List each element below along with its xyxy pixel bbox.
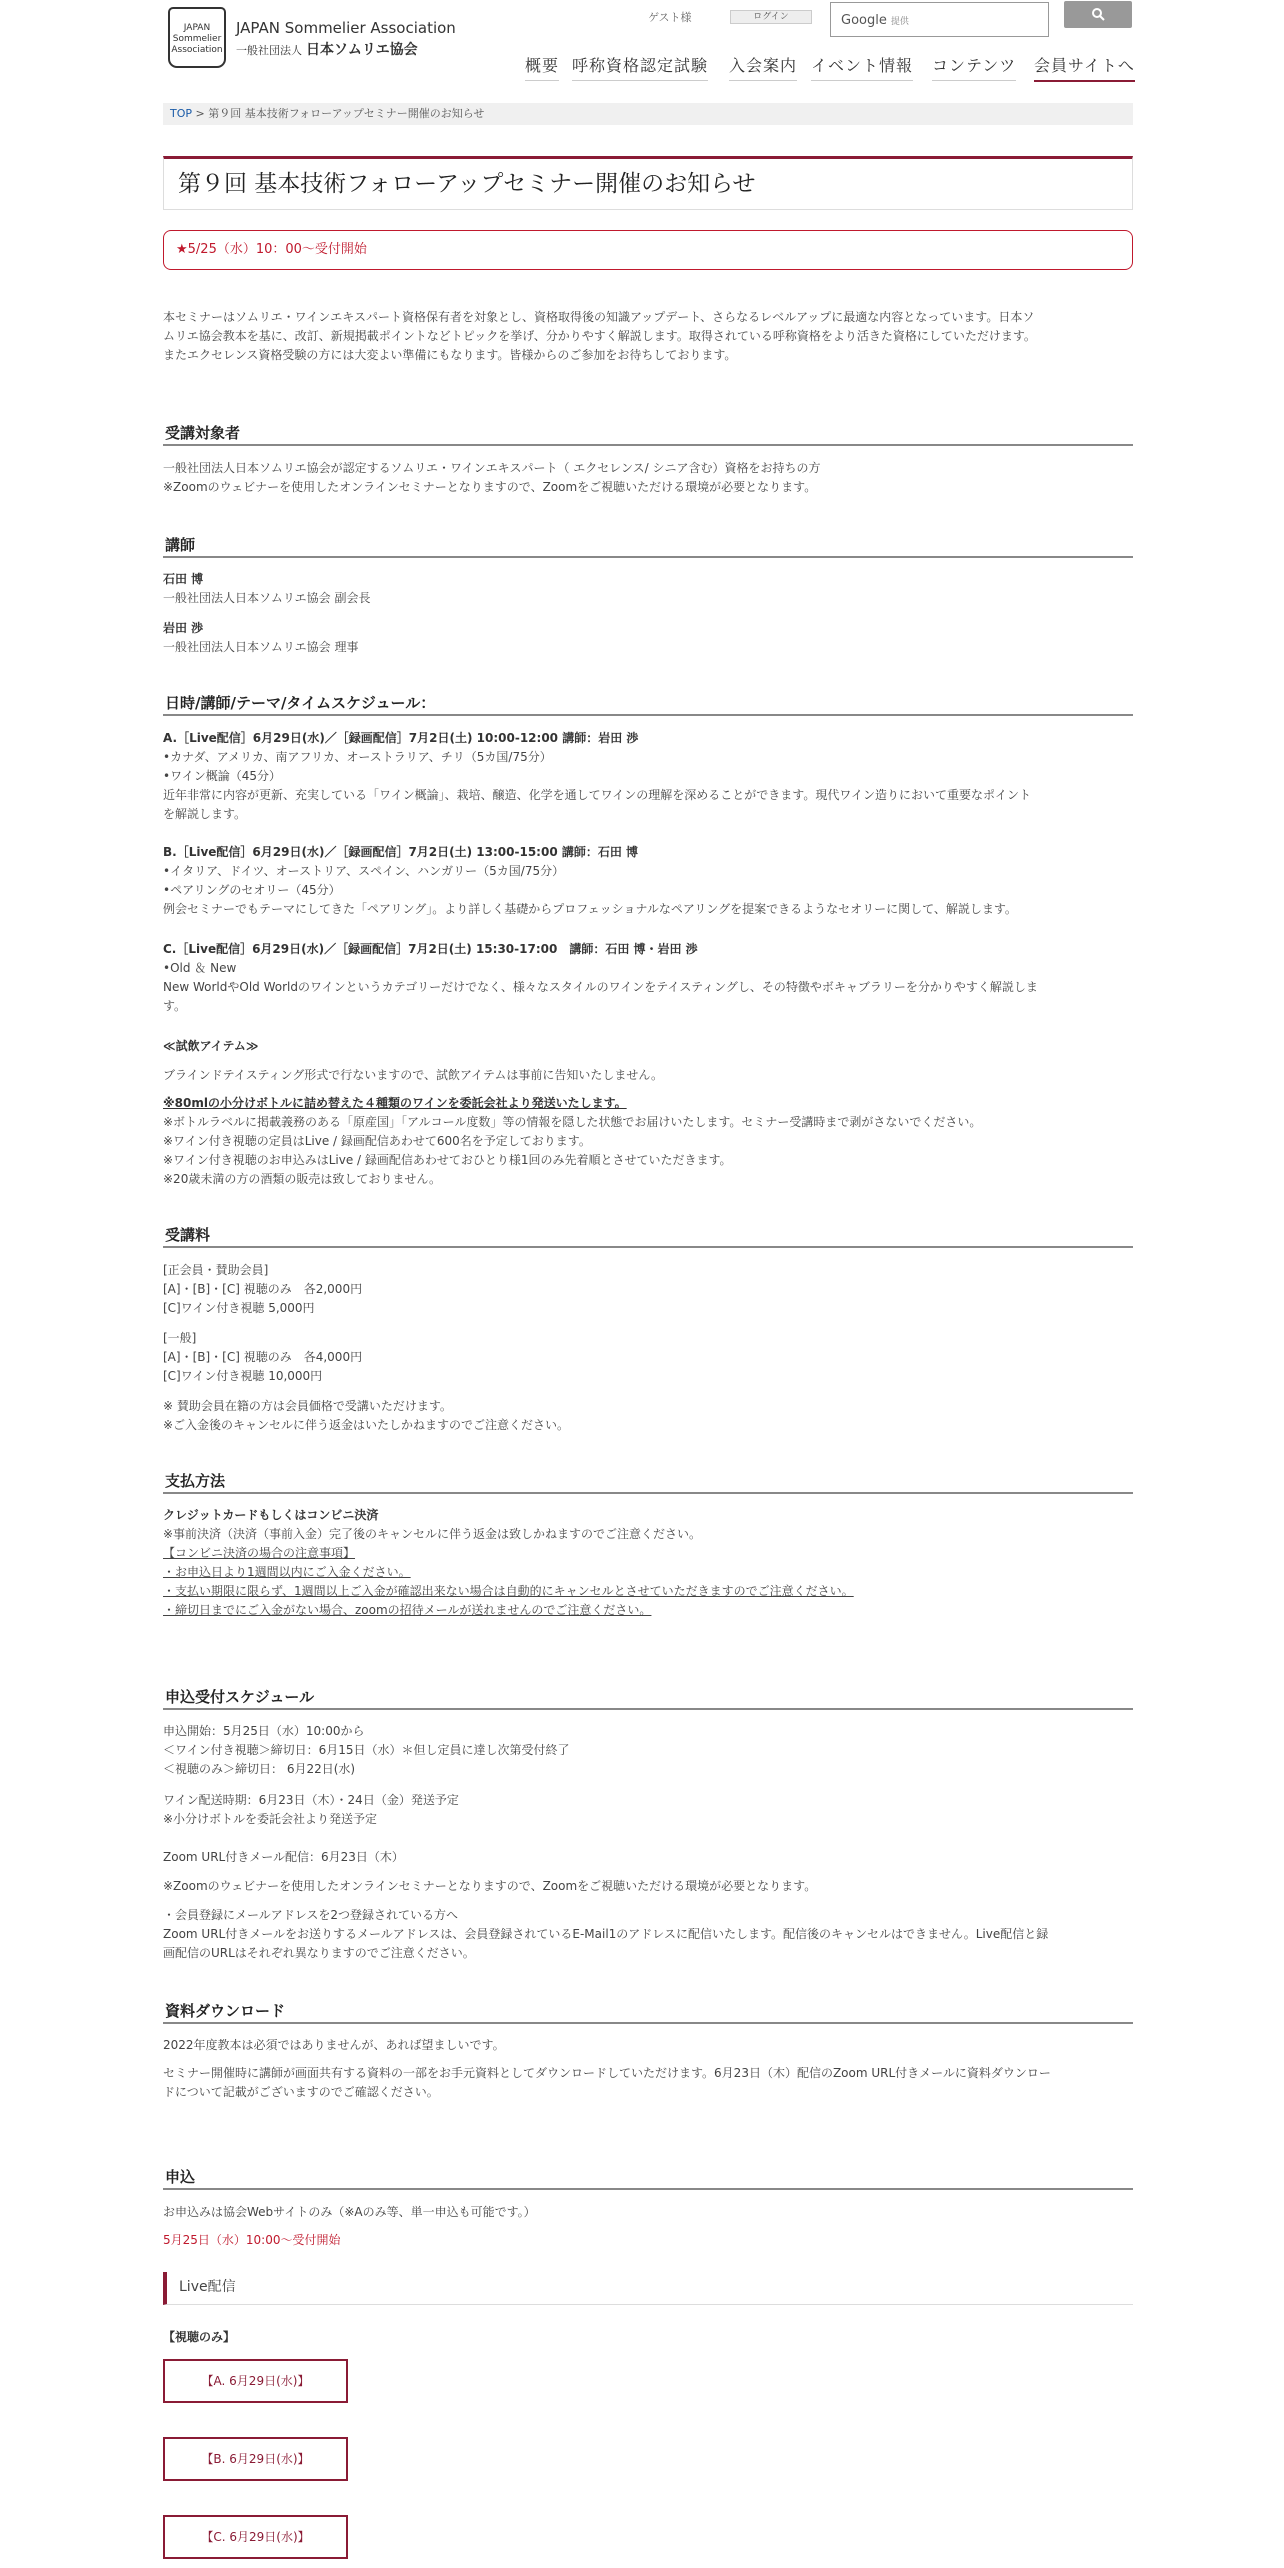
payment-heading: 支払方法 [163,1470,1133,1494]
apply-start: 5月25日（水）10:00～受付開始 [163,2233,341,2247]
tasting-line: ※ワイン付き視聴のお申込みはLive / 録画配信あわせておひとり様1回のみ先着順とさせていただきます。 [163,1153,732,1167]
seal-line: Association [171,45,223,55]
tasting-line: ※ワイン付き視聴の定員はLive / 録画配信あわせて600名を予定しております。 [163,1134,591,1148]
tasting-line: ※ボトルラベルに掲載義務のある「原産国」「アルコール度数」等の情報を隠した状態でお届けいたします。セミナー受講時まで剥がさないでください。 [163,1115,982,1129]
nav-exam[interactable]: 呼称資格認定試験 [572,53,708,81]
delivery-line: ※小分けボトルを委託会社より発送予定 [163,1812,378,1826]
search-input[interactable] [830,2,1049,37]
session-title: C.［Live配信］6月29日(水)／［録画配信］7月2日(土) 15:30-17:00 講師：石田 博・岩田 渉 [163,942,698,956]
fee-line: [正会員・賛助会員] [163,1263,269,1277]
apply-b-button[interactable]: 【B. 6月29日(水)】 [163,2437,348,2481]
breadcrumb-current: 第９回 基本技術フォローアップセミナー開催のお知らせ [208,107,485,120]
login-button[interactable]: ログイン [730,10,812,24]
schedule-line: ＜視聴のみ＞締切日： 6月22日(水) [163,1762,356,1776]
session-line: 近年非常に内容が更新、充実している「ワイン概論」、栽培、醸造、化学を通してワインの理解を深めることができます。現代ワイン造りにおいて重要なポイント [163,788,1031,802]
payment-method: クレジットカードもしくはコンビニ決済 [163,1508,379,1522]
seal-line: JAPAN [183,23,211,33]
session-b [163,843,1133,919]
logo-seal [168,7,226,68]
logo-prefix: 一般社団法人 [236,44,302,57]
breadcrumb-top-link[interactable]: TOP [170,107,193,120]
download-text-line: ドについて記載がございますのでご確認ください。 [163,2085,439,2099]
delivery-lines [163,1791,1133,1829]
seal-line: Sommelier [172,34,222,44]
nav-about[interactable]: 概要 [525,53,559,81]
viewing-only-label: 【視聴のみ】 [163,2330,236,2344]
tasting-heading: ≪試飲アイテム≫ [163,1039,259,1053]
breadcrumb [163,103,1133,125]
payment-body [163,1506,1133,1620]
lecturer-name: 岩田 渉 [163,621,204,635]
fee-note: ※ご入金後のキャンセルに伴う返金はいたしかねますのでご注意ください。 [163,1418,570,1432]
session-line: New WorldやOld Worldのワインというカテゴリーだけでなく、様々なスタイルのワインをテイスティングし、その特徴やボキャブラリーを分かりやすく解説しま [163,980,1038,994]
logo-english: JAPAN Sommelier Association [236,19,456,37]
apply-note: お申込みは協会Webサイトのみ（※Aのみ等、単一申込も可能です。） [163,2205,536,2219]
lecturer-1 [163,570,1133,608]
search-button[interactable] [1064,1,1132,28]
download-line: 2022年度教本は必須ではありませんが、あれば望ましいです。 [163,2038,505,2052]
fee-notes [163,1397,1133,1435]
fee-note: ※ 賛助会員在籍の方は会員価格で受講いただけます。 [163,1399,452,1413]
schedule-heading: 日時/講師/テーマ/タイムスケジュール： [163,692,1133,716]
zoom-note: ※Zoomのウェビナーを使用したオンラインセミナーとなりますので、Zoomをご視聴いただける環境が必要となります。 [163,1879,817,1893]
fee-line: [C]ワイン付き視聴 5,000円 [163,1301,315,1315]
download-heading: 資料ダウンロード [163,2000,1133,2024]
nav-contents[interactable]: コンテンツ [932,53,1016,81]
search-icon [1091,7,1105,21]
lecturer-name: 石田 博 [163,572,204,586]
lecturer-2 [163,619,1133,657]
tasting-intro: ブラインドテイスティング形式で行ないますので、試飲アイテムは事前に告知いたしません。 [163,1068,664,1082]
intro-line: またエクセレンス資格受験の方には大変よい準備にもなります。皆様からのご参加をお待ちしております。 [163,348,737,362]
download-text [163,2064,1133,2102]
delivery-line: ワイン配送時期：6月23日（木）・24日（金）発送予定 [163,1793,459,1807]
session-line: •Old ＆ New [163,961,237,975]
session-line: を解説します。 [163,807,247,821]
session-title: B.［Live配信］6月29日(水)／［録画配信］7月2日(土) 13:00-15:00 講師：石田 博 [163,845,639,859]
target-heading: 受講対象者 [163,422,1133,446]
email-line: ・会員登録にメールアドレスを2つ登録されている方へ [163,1908,459,1922]
nav-join[interactable]: 入会案内 [729,53,797,81]
live-section-label: Live配信 [163,2272,1133,2305]
tasting-note-emphasis: ※80mlの小分けボトルに詰め替えた４種類のワインを委託会社より発送いたします。 [163,1096,627,1110]
search-brand: Google [841,13,887,28]
notice-box: ★5/25（水）10：00～受付開始 [163,230,1133,270]
email-line: 画配信のURLはそれぞれ異なりますのでご注意ください。 [163,1946,475,1960]
payment-link[interactable]: 【コンビニ決済の場合の注意事項】 [163,1546,356,1560]
tasting-notes [163,1094,1133,1189]
fee-line: [一般] [163,1331,197,1345]
target-text [163,459,1133,497]
payment-note: ※事前決済（決済（事前入金）完了後のキャンセルに伴う返金は致しかねますのでご注意ください。 [163,1527,702,1541]
logo-japanese [236,39,418,61]
session-line: 例会セミナーでもテーマにしてきた「ペアリング」。より詳しく基礎からプロフェッショナルなペアリングを提案できるようなセオリーに関して、解説します。 [163,902,1017,916]
logo[interactable] [168,5,468,71]
fee-heading: 受講料 [163,1224,1133,1248]
guest-label: ゲスト様 [648,11,692,24]
session-a [163,729,1133,824]
session-line: •ペアリングのセオリー（45分） [163,883,341,897]
session-line: •カナダ、アメリカ、南アフリカ、オーストラリア、チリ（5カ国/75分） [163,750,552,764]
download-text-line: セミナー開催時に講師が画面共有する資料の一部をお手元資料としてダウンロードしていただけます。6月23日（木）配信のZoom URL付きメールに資料ダウンロー [163,2066,1051,2080]
nav-events[interactable]: イベント情報 [811,53,913,81]
fee-line: [A]・[B]・[C] 視聴のみ 各4,000円 [163,1350,363,1364]
email-line: Zoom URL付きメールをお送りするメールアドレスは、会員登録されているE-Mail1のアドレスに配信いたします。配信後のキャンセルはできません。Live配信と録 [163,1927,1049,1941]
tasting-line: ※20歳未満の方の酒類の販売は致しておりません。 [163,1172,442,1186]
fee-general [163,1329,1133,1386]
fee-line: [C]ワイン付き視聴 10,000円 [163,1369,323,1383]
intro [163,308,1133,365]
intro-line: 本セミナーはソムリエ・ワインエキスパート資格保有者を対象とし、資格取得後の知識アップデート、さらなるレベルアップに最適な内容となっています。日本ソ [163,310,1035,324]
schedule-line: ＜ワイン付き視聴＞締切日：6月15日（水）＊但し定員に達し次第受付終了 [163,1743,570,1757]
fee-line: [A]・[B]・[C] 視聴のみ 各2,000円 [163,1282,363,1296]
zoom-mail: Zoom URL付きメール配信：6月23日（木） [163,1850,404,1864]
target-line: ※Zoomのウェビナーを使用したオンラインセミナーとなりますので、Zoomをご視聴いただける環境が必要となります。 [163,480,817,494]
payment-link[interactable]: ・お申込日より1週間以内にご入金ください。 [163,1565,411,1579]
lecturer-role: 一般社団法人日本ソムリエ協会 理事 [163,640,359,654]
apply-a-button[interactable]: 【A. 6月29日(水)】 [163,2359,348,2403]
schedule-line: 申込開始：5月25日（水）10:00から [163,1724,365,1738]
lecturers-heading: 講師 [163,534,1133,558]
session-line: す。 [163,999,187,1013]
session-line: •イタリア、ドイツ、オーストリア、スペイン、ハンガリー（5カ国/75分） [163,864,565,878]
session-title: A.［Live配信］6月29日(水)／［録画配信］7月2日(土) 10:00-12:00 講師：岩田 渉 [163,731,639,745]
payment-link[interactable]: ・支払い期限に限らず、1週間以上ご入金が確認出来ない場合は自動的にキャンセルとさせていただきますのでご注意ください。 [163,1584,854,1598]
nav-member-site[interactable]: 会員サイトへ [1034,53,1135,82]
apply-heading: 申込 [163,2166,1133,2190]
breadcrumb-separator: > [192,107,209,120]
session-c [163,940,1133,1016]
global-nav [520,53,1135,77]
payment-link[interactable]: ・締切日までにご入金がない場合、zoomの招待メールが送れませんのでご注意ください。 [163,1603,652,1617]
intro-line: ムリエ協会教本を基に、改訂、新規掲載ポイントなどトピックを挙げ、分かりやすく解説します。取得されている呼称資格をより活きた資格にしていただけます。 [163,329,1036,343]
fee-member [163,1261,1133,1318]
lecturer-role: 一般社団法人日本ソムリエ協会 副会長 [163,591,371,605]
app-schedule-heading: 申込受付スケジュール [163,1686,1133,1710]
target-line: 一般社団法人日本ソムリエ協会が認定するソムリエ・ワインエキスパート（ エクセレンス/ シニア含む）資格をお持ちの方 [163,461,821,475]
apply-c-button[interactable]: 【C. 6月29日(水)】 [163,2515,348,2559]
session-line: •ワイン概論（45分） [163,769,281,783]
app-schedule-lines [163,1722,1133,1779]
logo-name: 日本ソムリエ協会 [306,42,418,58]
email-note [163,1906,1133,1963]
page-title: 第９回 基本技術フォローアップセミナー開催のお知らせ [163,156,1133,210]
search-suffix: 提供 [890,17,909,27]
